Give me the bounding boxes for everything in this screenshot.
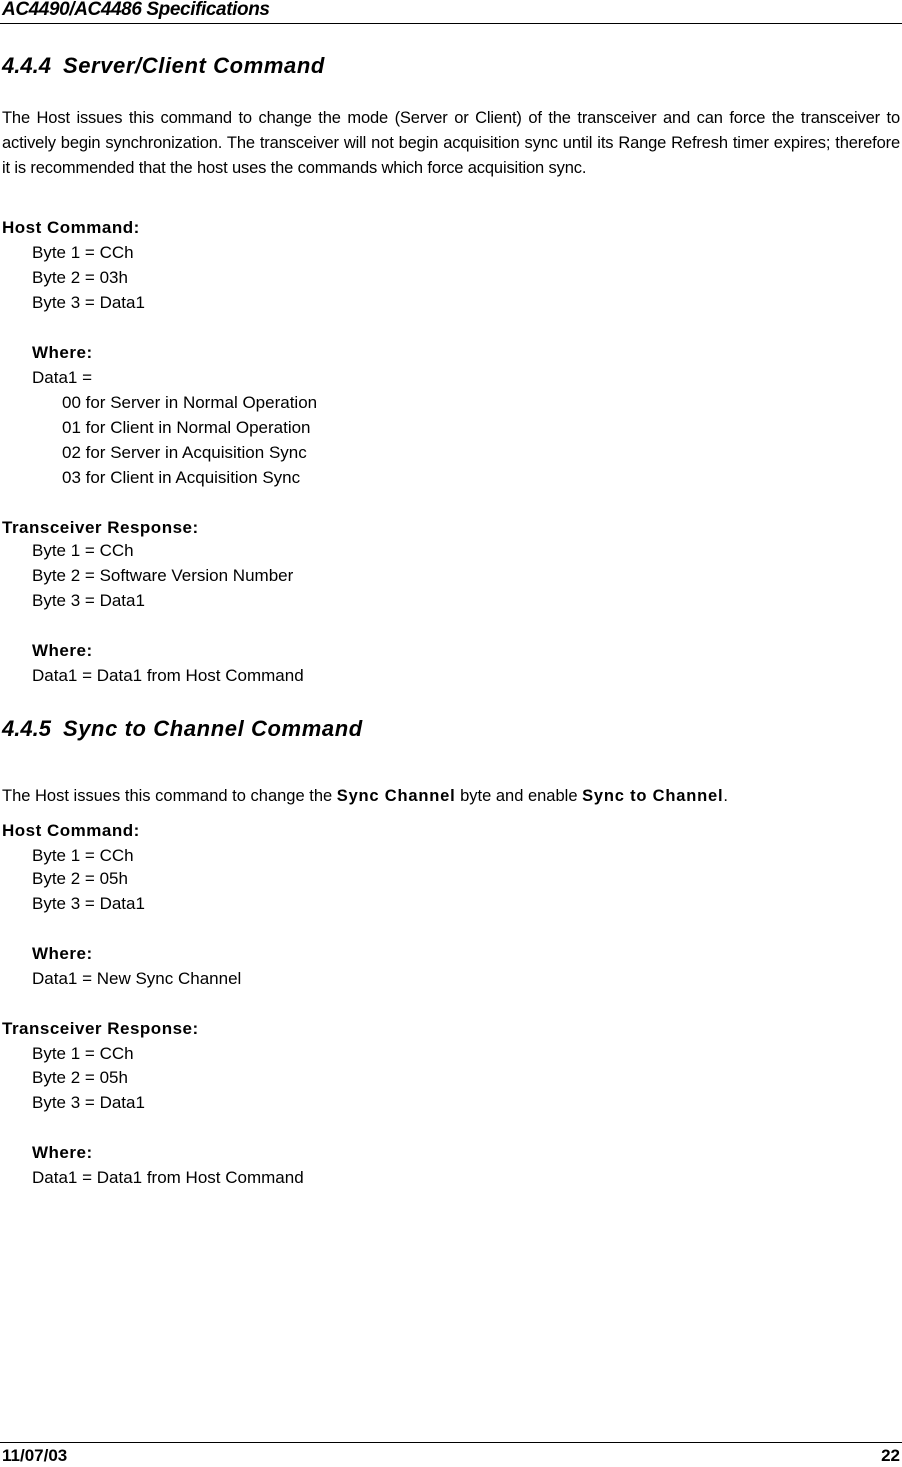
data-definition: Data1 = Data1 from Host Command <box>32 1168 304 1187</box>
host-command-label: Host Command: <box>2 821 140 840</box>
host-byte-line: Byte 1 = CCh <box>32 243 134 262</box>
page-number: 22 <box>881 1446 900 1465</box>
response-byte-line: Byte 2 = Software Version Number <box>32 566 294 585</box>
section-title: Server/Client Command <box>62 53 325 78</box>
where-label: Where: <box>32 343 93 362</box>
paragraph-text: . <box>723 787 728 805</box>
where-label: Where: <box>32 944 93 963</box>
footer-date: 11/07/03 <box>2 1446 68 1465</box>
host-command-label: Host Command: <box>2 218 140 237</box>
data-option: 00 for Server in Normal Operation <box>62 393 318 412</box>
host-byte-line: Byte 2 = 03h <box>32 268 128 287</box>
response-byte-line: Byte 1 = CCh <box>32 541 134 560</box>
response-byte-line: Byte 3 = Data1 <box>32 1093 145 1112</box>
sync-to-channel-term: Sync to Channel <box>582 787 724 805</box>
response-byte-line: Byte 2 = 05h <box>32 1068 128 1087</box>
response-byte-line: Byte 3 = Data1 <box>32 591 145 610</box>
data-option: 03 for Client in Acquisition Sync <box>62 468 301 487</box>
document-title: AC4490/AC4486 Specifications <box>2 0 270 20</box>
transceiver-response-label: Transceiver Response: <box>2 1019 199 1038</box>
section-title: Sync to Channel Command <box>62 716 363 741</box>
section-number: 4.4.4 <box>2 53 51 78</box>
page-footer <box>0 1442 902 1467</box>
paragraph-text: byte and enable <box>455 787 583 805</box>
section-heading-server-client <box>2 53 325 79</box>
host-byte-line: Byte 3 = Data1 <box>32 894 145 913</box>
section-heading-sync-to-channel <box>2 716 363 742</box>
where-label: Where: <box>32 1143 93 1162</box>
section-paragraph <box>2 786 728 806</box>
data-definition: Data1 = New Sync Channel <box>32 969 242 988</box>
data-definition: Data1 = Data1 from Host Command <box>32 666 304 685</box>
paragraph-text: The Host issues this command to change the <box>2 787 337 805</box>
page-header <box>0 0 902 24</box>
transceiver-response-label: Transceiver Response: <box>2 518 199 537</box>
data-option: 01 for Client in Normal Operation <box>62 418 311 437</box>
data-definition: Data1 = <box>32 368 93 387</box>
section-number: 4.4.5 <box>2 716 51 741</box>
host-byte-line: Byte 3 = Data1 <box>32 293 145 312</box>
response-byte-line: Byte 1 = CCh <box>32 1044 134 1063</box>
data-option: 02 for Server in Acquisition Sync <box>62 443 307 462</box>
host-byte-line: Byte 1 = CCh <box>32 846 134 865</box>
where-label: Where: <box>32 641 93 660</box>
sync-channel-term: Sync Channel <box>336 787 456 805</box>
section-paragraph: The Host issues this command to change the mode (Server or Client) of the transceiver and can force the transceiver to actively begin synchronization. The transceiver will not begin acquisition sync until its Range Refresh timer expires; therefore it is recommended that the host uses the commands which force acquisition sync. <box>2 109 900 177</box>
host-byte-line: Byte 2 = 05h <box>32 869 128 888</box>
